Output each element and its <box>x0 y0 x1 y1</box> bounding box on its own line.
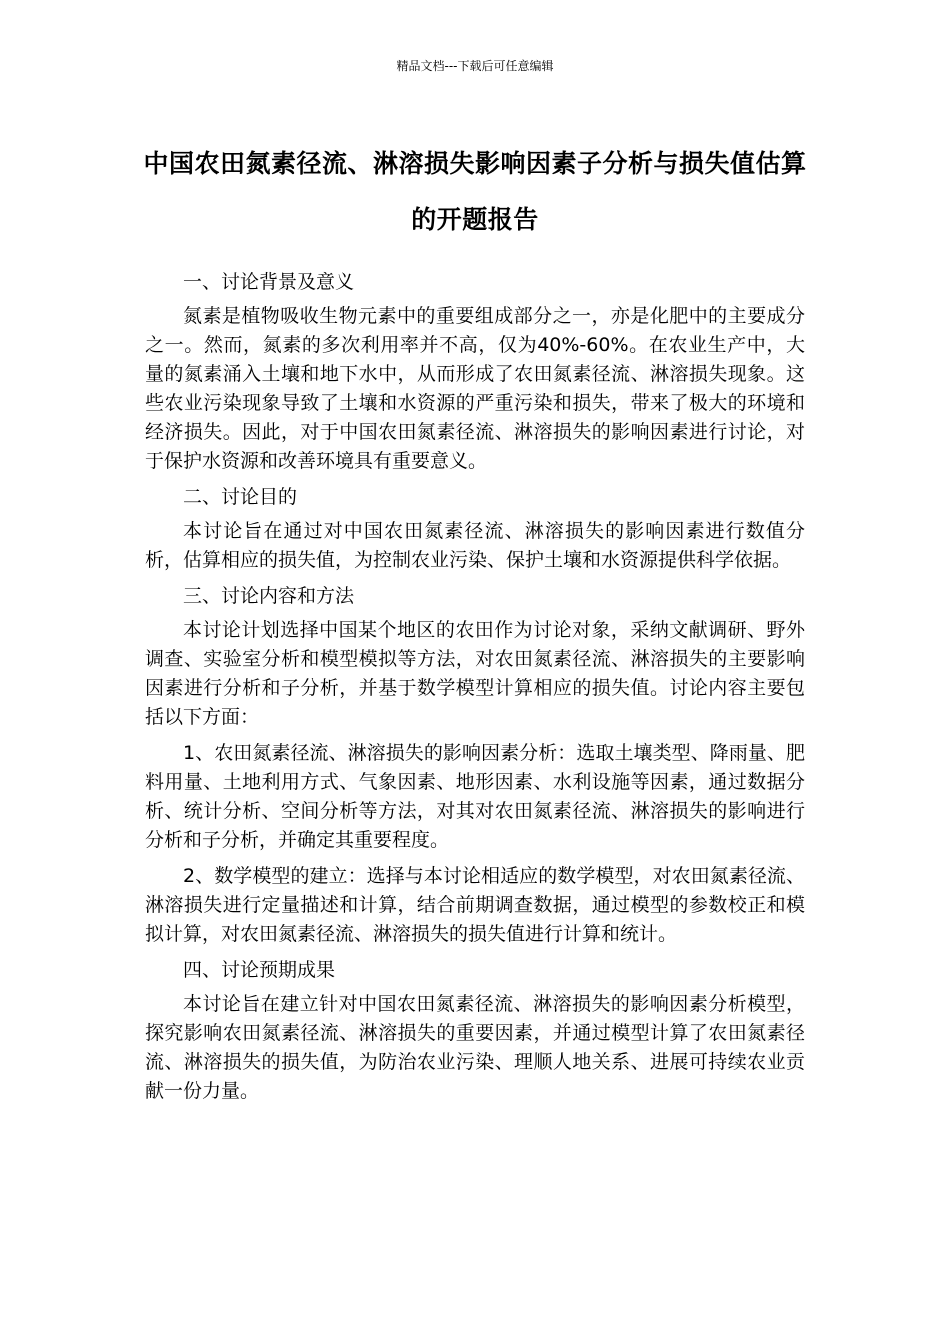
paragraph-content-item-2: 2、数学模型的建立：选择与本讨论相适应的数学模型，对农田氮素径流、淋溶损失进行定量描述和计算，结合前期调查数据，通过模型的参数校正和模拟计算，对农田氮素径流、淋溶损失的损失值进行计算和统计。 <box>145 865 805 945</box>
header-note: 精品文档---下载后可任意编辑 <box>396 59 554 73</box>
section-heading-purpose: 二、讨论目的 <box>183 486 298 508</box>
section-heading-background: 一、讨论背景及意义 <box>183 271 355 293</box>
paragraph-content-intro: 本讨论计划选择中国某个地区的农田作为讨论对象，采纳文献调研、野外调查、实验室分析和模型模拟等方法，对农田氮素径流、淋溶损失的主要影响因素进行分析和子分析，并基于数学模型计算相应的损失值。讨论内容主要包括以下方面： <box>145 619 805 728</box>
section-heading-content-methods: 三、讨论内容和方法 <box>183 585 355 607</box>
document-title: 中国农田氮素径流、淋溶损失影响因素子分析与损失值估算的开题报告 <box>143 149 807 234</box>
paragraph-background: 氮素是植物吸收生物元素中的重要组成部分之一，亦是化肥中的主要成分之一。然而，氮素的多次利用率并不高，仅为40%-60%。在农业生产中，大量的氮素涌入土壤和地下水中，从而形成了农田氮素径流、淋溶损失现象。这些农业污染现象导致了土壤和水资源的严重污染和损失，带来了极大的环境和经济损失。因此，对于中国农田氮素径流、淋溶损失的影响因素进行讨论，对于保护水资源和改善环境具有重要意义。 <box>145 305 805 472</box>
paragraph-purpose: 本讨论旨在通过对中国农田氮素径流、淋溶损失的影响因素进行数值分析，估算相应的损失值，为控制农业污染、保护土壤和水资源提供科学依据。 <box>145 520 805 571</box>
section-heading-expected-results: 四、讨论预期成果 <box>183 959 336 981</box>
document-body <box>145 268 805 1113</box>
paragraph-expected-results: 本讨论旨在建立针对中国农田氮素径流、淋溶损失的影响因素分析模型，探究影响农田氮素径流、淋溶损失的重要因素，并通过模型计算了农田氮素径流、淋溶损失的损失值，为防治农业污染、理顺人地关系、进展可持续农业贡献一份力量。 <box>145 993 805 1102</box>
paragraph-content-item-1: 1、农田氮素径流、淋溶损失的影响因素分析：选取土壤类型、降雨量、肥料用量、土地利用方式、气象因素、地形因素、水利设施等因素，通过数据分析、统计分析、空间分析等方法，对其对农田氮素径流、淋溶损失的影响进行分析和子分析，并确定其重要程度。 <box>145 742 805 851</box>
